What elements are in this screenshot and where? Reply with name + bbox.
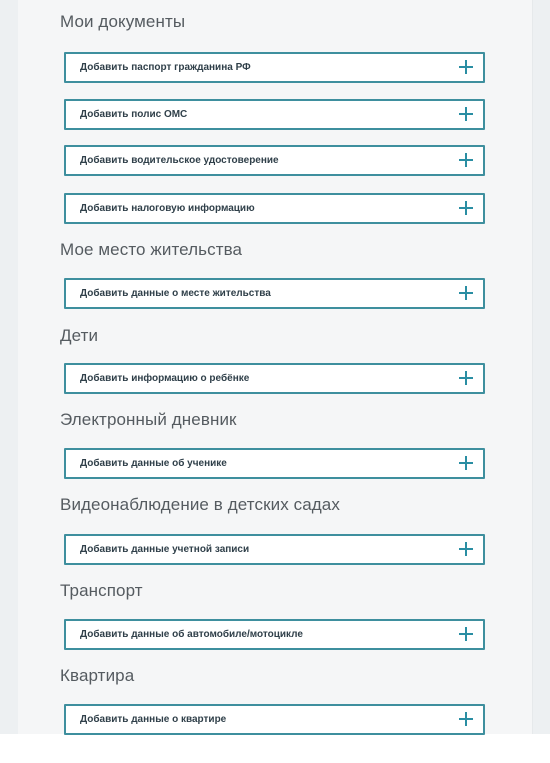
add-row-label: Добавить данные учетной записи xyxy=(80,544,250,555)
section-title: Мои документы xyxy=(60,12,186,31)
plus-icon xyxy=(459,542,473,556)
add-row-label: Добавить паспорт гражданина РФ xyxy=(80,62,251,73)
add-row-label: Добавить информацию о ребёнке xyxy=(80,373,250,384)
add-driver-license-button[interactable] xyxy=(64,145,485,176)
section-title: Электронный дневник xyxy=(60,410,237,429)
add-row-label: Добавить данные об автомобиле/мотоцикле xyxy=(80,629,303,640)
add-apartment-button[interactable] xyxy=(64,704,485,735)
add-row-label: Добавить водительское удостоверение xyxy=(80,155,279,166)
section-title: Дети xyxy=(60,326,99,345)
add-residence-button[interactable] xyxy=(64,278,485,309)
plus-icon xyxy=(459,371,473,385)
plus-icon xyxy=(459,201,473,215)
plus-icon xyxy=(459,286,473,300)
plus-icon xyxy=(459,627,473,641)
add-oms-policy-button[interactable] xyxy=(64,99,485,130)
add-row-label: Добавить налоговую информацию xyxy=(80,203,255,214)
section-title: Мое место жительства xyxy=(60,240,243,259)
page-footer-strip xyxy=(0,734,550,763)
add-row-label: Добавить данные о месте жительства xyxy=(80,288,271,299)
plus-icon xyxy=(459,712,473,726)
section-title: Квартира xyxy=(60,666,135,685)
add-student-button[interactable] xyxy=(64,448,485,479)
plus-icon xyxy=(459,153,473,167)
add-row-label: Добавить данные о квартире xyxy=(80,714,227,725)
plus-icon xyxy=(459,60,473,74)
plus-icon xyxy=(459,456,473,470)
section-title: Транспорт xyxy=(60,581,143,600)
add-vehicle-button[interactable] xyxy=(64,619,485,650)
add-row-label: Добавить данные об ученике xyxy=(80,458,227,469)
add-account-button[interactable] xyxy=(64,534,485,565)
plus-icon xyxy=(459,107,473,121)
add-passport-button[interactable] xyxy=(64,52,485,83)
add-tax-info-button[interactable] xyxy=(64,193,485,224)
add-child-button[interactable] xyxy=(64,363,485,394)
section-title: Видеонаблюдение в детских садах xyxy=(60,495,340,514)
add-row-label: Добавить полис ОМС xyxy=(80,109,188,120)
